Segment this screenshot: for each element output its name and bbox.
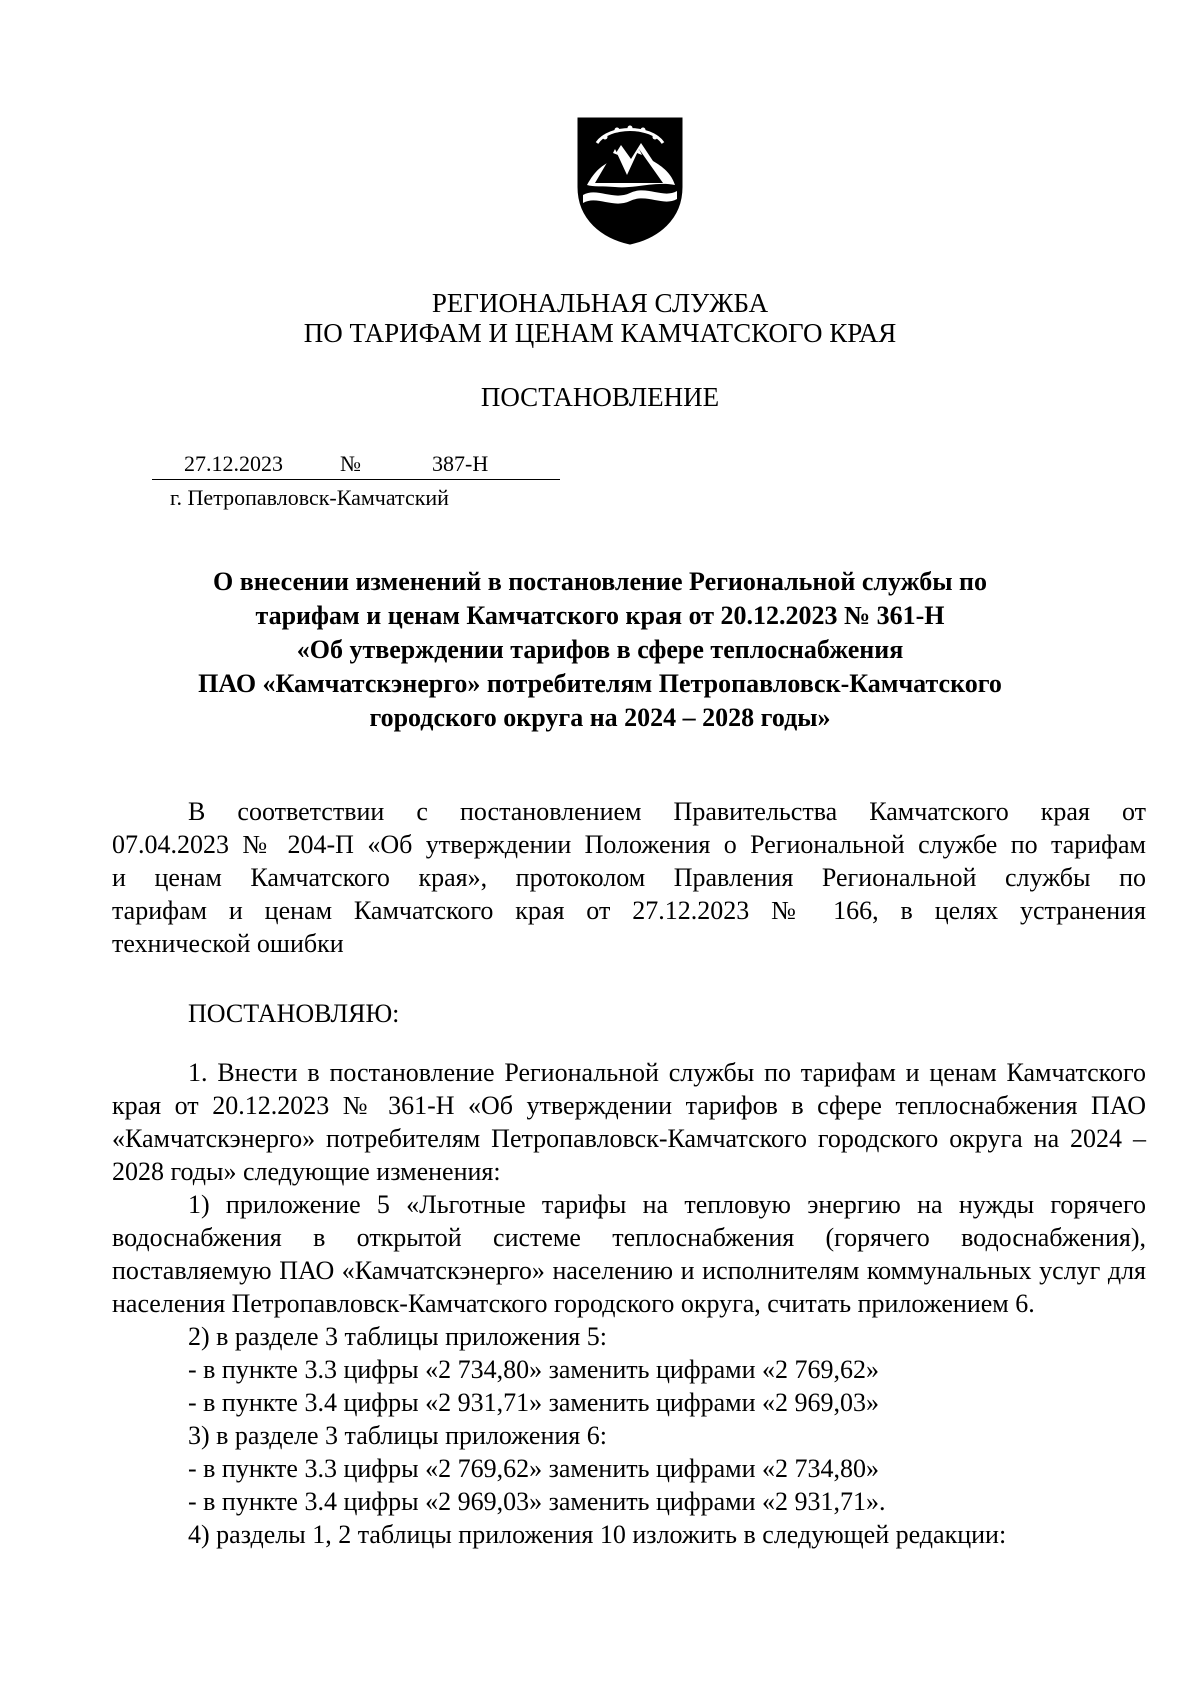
subitem-4: 4) разделы 1, 2 таблицы приложения 10 изложить в следующей редакции:	[188, 1520, 1007, 1549]
document-subject	[100, 565, 1100, 735]
subject-line: О внесении изменений в постановление Региональной службы по	[213, 567, 987, 596]
service-name-line2: ПО ТАРИФАМ И ЦЕНАМ КАМЧАТСКОГО КРАЯ	[303, 318, 897, 348]
document-date: 27.12.2023	[184, 451, 283, 476]
kamchatka-coat-of-arms-icon	[575, 115, 685, 245]
city: г. Петропавловск-Камчатский	[170, 485, 449, 510]
subitem-2: 2) в разделе 3 таблицы приложения 5:	[188, 1322, 607, 1351]
subitem-3-change-b: - в пункте 3.4 цифры «2 969,03» заменить цифрами «2 931,71».	[188, 1487, 886, 1516]
subitem-1: 1) приложение 5 «Льготные тарифы на тепловую энергию на нужды горячего водоснабжения в открытой системе теплоснабжения (горячего водоснабжения), поставляемую ПАО «Камчатскэнерго» населению и исполнителям коммунальных услуг для населения Петропавловск-Камчатского городского округа, считать приложением 6.	[112, 1190, 1146, 1318]
subject-line: «Об утверждении тарифов в сфере теплоснабжения	[296, 635, 904, 664]
decree-word: ПОСТАНОВЛЯЮ:	[188, 999, 400, 1028]
subject-line: ПАО «Камчатскэнерго» потребителям Петропавловск-Камчатского	[198, 669, 1002, 698]
date-number-line	[152, 449, 560, 480]
document-type: ПОСТАНОВЛЕНИЕ	[480, 382, 720, 412]
subitem-2-change-b: - в пункте 3.4 цифры «2 931,71» заменить цифрами «2 969,03»	[188, 1388, 880, 1417]
preamble-line: и ценам Камчатского края», протоколом Правления Региональной службы по	[112, 863, 1146, 892]
preamble-line: тарифам и ценам Камчатского края от 27.12.2023 № 166, в целях устранения	[112, 896, 1146, 925]
subject-line: тарифам и ценам Камчатского края от 20.12.2023 № 361-Н	[255, 601, 945, 630]
subitem-2-change-a: - в пункте 3.3 цифры «2 734,80» заменить цифрами «2 769,62»	[188, 1355, 880, 1384]
subject-line: городского округа на 2024 – 2028 годы»	[369, 703, 831, 732]
preamble-line: технической ошибки	[112, 929, 344, 958]
number-sign: №	[340, 451, 361, 476]
document-number: 387-Н	[432, 451, 489, 476]
preamble-line: 07.04.2023 № 204-П «Об утверждении Положения о Региональной службе по тарифам	[112, 830, 1146, 859]
subitem-3: 3) в разделе 3 таблицы приложения 6:	[188, 1421, 607, 1450]
preamble-line: В соответствии с постановлением Правительства Камчатского края от	[188, 797, 1146, 826]
subitem-3-change-a: - в пункте 3.3 цифры «2 769,62» заменить цифрами «2 734,80»	[188, 1454, 880, 1483]
item-1: 1. Внести в постановление Региональной службы по тарифам и ценам Камчатского края от 20.12.2023 № 361-Н «Об утверждении тарифов в сфере теплоснабжения ПАО «Камчатскэнерго» потребителям Петропавловск-Камчатского городского округа на 2024 – 2028 годы» следующие изменения:	[112, 1058, 1146, 1186]
preamble	[112, 795, 1146, 960]
decree-items	[112, 1056, 1146, 1551]
service-name-line1: РЕГИОНАЛЬНАЯ СЛУЖБА	[431, 288, 769, 318]
